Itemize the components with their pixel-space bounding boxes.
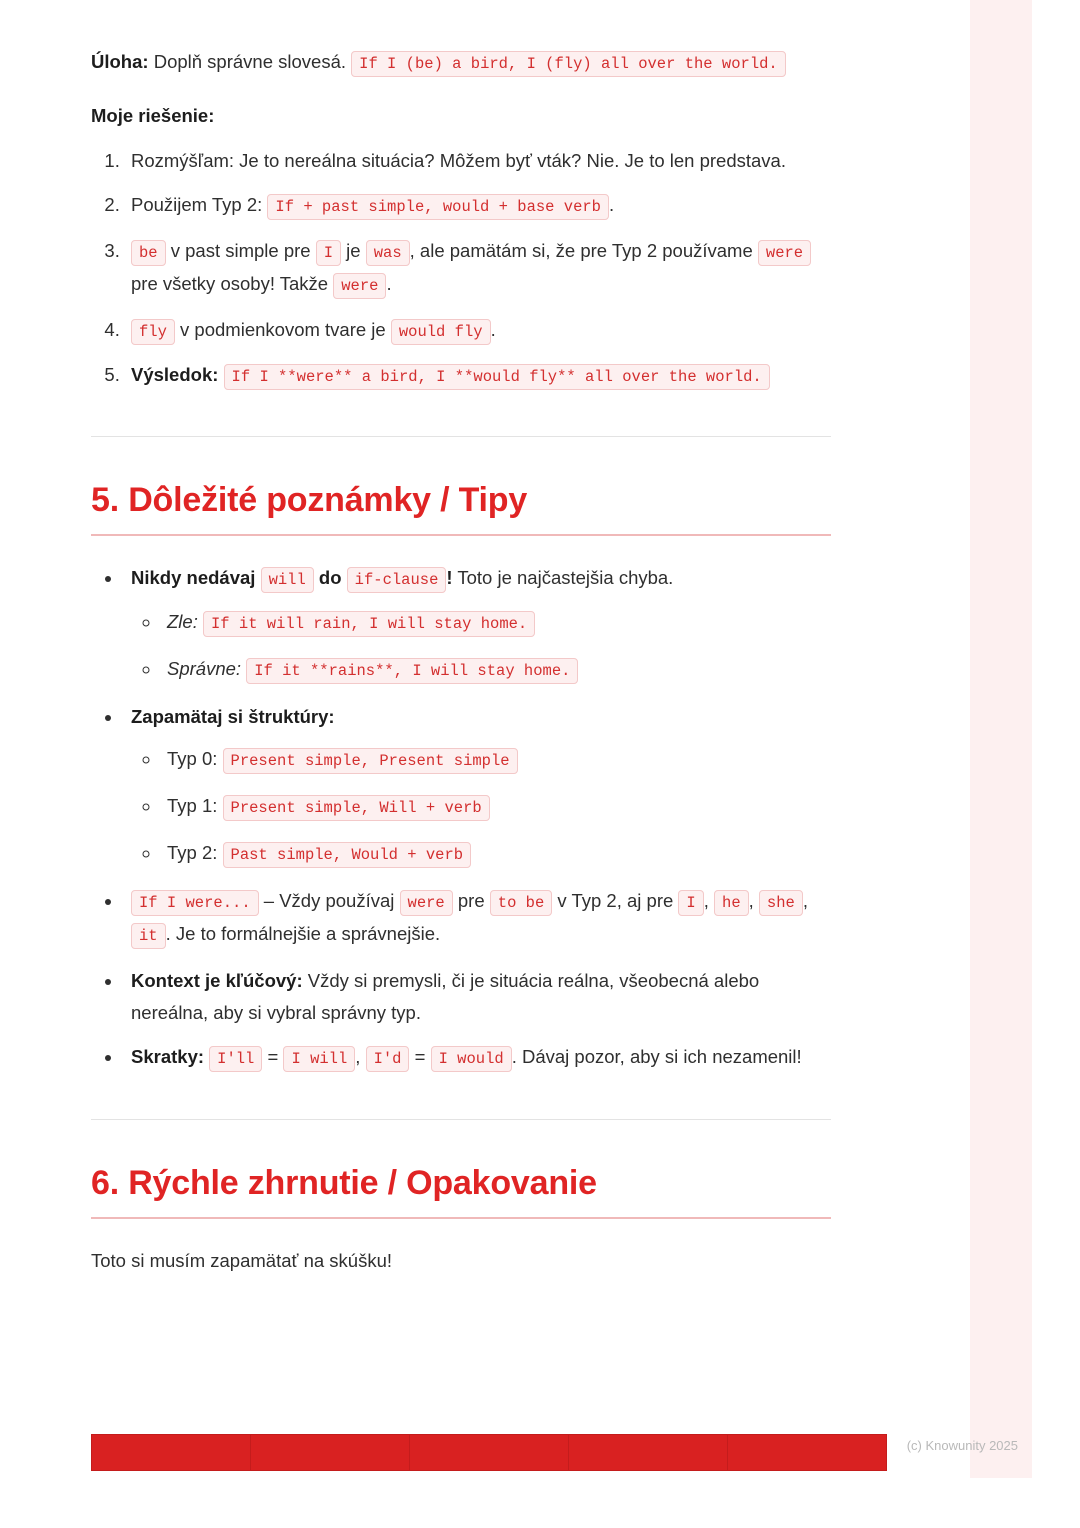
- section-divider-2: [91, 1119, 831, 1120]
- solution-heading: Moje riešenie:: [91, 105, 215, 127]
- inline-code: she: [759, 890, 803, 916]
- text-run: v past simple pre: [165, 239, 316, 261]
- section-6-title: 6. Rýchle zhrnutie / Opakovanie: [91, 1163, 597, 1202]
- inline-code: I would: [431, 1046, 512, 1072]
- inline-code: were: [400, 890, 453, 916]
- section-6-rule: [91, 1217, 831, 1219]
- inline-code: he: [714, 890, 749, 916]
- table-header-cell: [92, 1435, 251, 1471]
- text-run: .: [386, 273, 392, 295]
- tip-sublist: [131, 743, 831, 871]
- inline-code: if-clause: [347, 567, 447, 593]
- bold-text: Výsledok:: [131, 364, 219, 385]
- bold-text: !: [446, 567, 453, 589]
- text-run: [255, 567, 260, 588]
- tip-subitem: [161, 653, 831, 686]
- summary-table: [91, 1434, 887, 1471]
- text-run: pre všetky osoby! Takže: [131, 273, 334, 295]
- text-run: je: [341, 239, 366, 261]
- text-run: pre: [452, 889, 490, 911]
- inline-code: it: [131, 923, 166, 949]
- solution-step: [125, 314, 831, 347]
- summary-table-wrap: [91, 1434, 887, 1471]
- text-run: [342, 567, 347, 588]
- right-margin-strip: [970, 0, 1032, 1478]
- bold-text: Zapamätaj si štruktúry:: [131, 705, 335, 727]
- text-run: [218, 364, 223, 385]
- inline-code: fly: [131, 319, 175, 345]
- text-run: Použijem Typ 2:: [131, 194, 268, 216]
- text-run: . Je to formálnejšie a správnejšie.: [165, 923, 441, 945]
- solution-step: [125, 189, 831, 222]
- tip-subitem: [161, 606, 831, 639]
- tip-item: [123, 885, 831, 952]
- solution-step: [125, 145, 831, 177]
- inline-code: I'll: [209, 1046, 262, 1072]
- solution-step: [125, 235, 831, 302]
- text-run: .: [608, 194, 615, 216]
- tip-item: [123, 562, 831, 686]
- text-run: v Typ 2, aj pre: [552, 889, 679, 911]
- bold-text: Kontext je kľúčový:: [131, 969, 303, 991]
- italic-text: Správne:: [167, 658, 242, 680]
- text-run: ,: [802, 889, 808, 911]
- text-run: ,: [748, 889, 759, 911]
- inline-code: I: [678, 890, 703, 916]
- bold-text: Nikdy nedávaj: [131, 567, 256, 589]
- inline-code: to be: [490, 890, 553, 916]
- inline-code: were: [758, 240, 811, 266]
- inline-code: will: [261, 567, 314, 593]
- table-header-row: [92, 1435, 887, 1471]
- text-run: Typ 1:: [167, 795, 223, 816]
- text-run: . Dávaj pozor, aby si ich nezamenil!: [511, 1046, 802, 1068]
- task-line: [91, 46, 831, 79]
- section-5-title: 5. Dôležité poznámky / Tipy: [91, 481, 528, 520]
- tip-subitem: [161, 837, 831, 870]
- table-header-cell: [569, 1435, 728, 1471]
- task-code: If I (be) a bird, I (fly) all over the world.: [351, 51, 786, 77]
- bold-text: do: [318, 567, 342, 589]
- inline-code: If + past simple, would + base verb: [267, 194, 609, 220]
- inline-code: Present simple, Will + verb: [223, 795, 490, 821]
- copyright-text: (c) Knowunity 2025: [906, 1438, 1018, 1453]
- text-run: Vždy si premysli, či je situácia reálna, všeobecná alebo nereálna, aby si vybral správny typ.: [131, 969, 760, 1023]
- inline-code: If it **rains**, I will stay home.: [246, 658, 578, 684]
- tip-item: [123, 1041, 831, 1074]
- inline-code: were: [333, 273, 386, 299]
- table-header-cell: [410, 1435, 569, 1471]
- inline-code: Past simple, Would + verb: [223, 842, 472, 868]
- inline-code: I'd: [366, 1046, 410, 1072]
- solution-step: [125, 359, 831, 392]
- text-run: – Vždy používaj: [258, 889, 400, 911]
- text-run: v podmienkovom tvare je: [174, 318, 391, 340]
- inline-code: If I were...: [131, 890, 259, 916]
- task-label: Úloha:: [91, 51, 149, 72]
- inline-code: I will: [283, 1046, 355, 1072]
- inline-code: be: [131, 240, 166, 266]
- text-run: ,: [703, 889, 715, 911]
- tip-sublist: [131, 606, 831, 687]
- text-run: =: [262, 1046, 284, 1068]
- text-run: ,: [355, 1046, 366, 1068]
- text-run: Rozmýšľam: Je to nereálna situácia? Môžem byť vták? Nie. Je to len predstava.: [131, 150, 786, 172]
- inline-code: would fly: [391, 319, 491, 345]
- section-6-intro: Toto si musím zapamätať na skúšku!: [91, 1249, 393, 1271]
- tip-item: [123, 701, 831, 871]
- bold-text: Skratky:: [131, 1046, 205, 1068]
- table-header-cell: [251, 1435, 410, 1471]
- text-run: .: [490, 318, 496, 340]
- inline-code: If I **were** a bird, I **would fly** all over the world.: [224, 364, 770, 390]
- inline-code: I: [316, 240, 341, 266]
- tip-item: [123, 965, 831, 1029]
- task-text: Doplň správne slovesá.: [148, 51, 352, 72]
- inline-code: If it will rain, I will stay home.: [203, 611, 535, 637]
- text-run: Toto je najčastejšia chyba.: [452, 567, 674, 589]
- solution-steps: [91, 145, 831, 392]
- tip-subitem: [161, 743, 831, 776]
- section-divider: [91, 436, 831, 437]
- tip-subitem: [161, 790, 831, 823]
- table-header-cell: [728, 1435, 887, 1471]
- inline-code: Present simple, Present simple: [223, 748, 518, 774]
- inline-code: was: [366, 240, 410, 266]
- text-run: , ale pamätám si, že pre Typ 2 používame: [409, 239, 758, 261]
- section-5-rule: [91, 534, 831, 536]
- tips-list: [91, 562, 831, 1074]
- text-run: =: [409, 1046, 431, 1068]
- italic-text: Zle:: [167, 610, 198, 632]
- text-run: Typ 2:: [167, 842, 223, 864]
- text-run: Typ 0:: [167, 747, 223, 769]
- document-content: [91, 46, 831, 1277]
